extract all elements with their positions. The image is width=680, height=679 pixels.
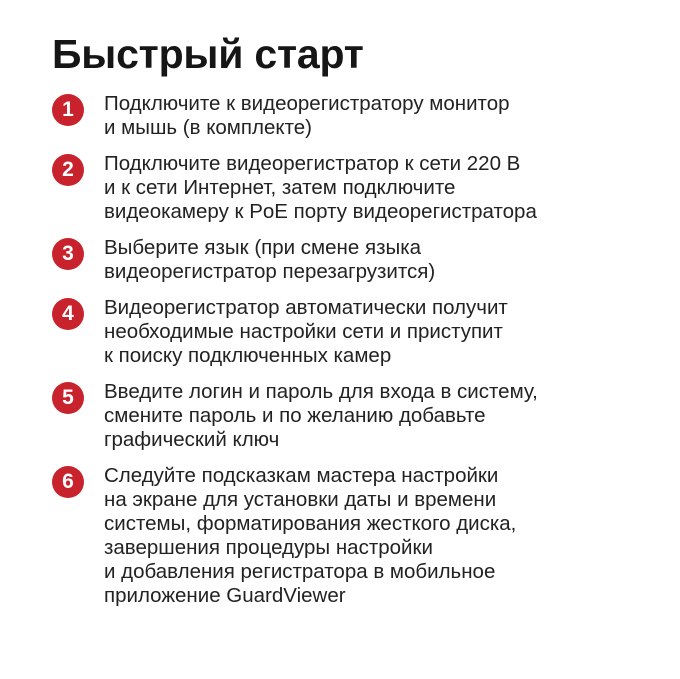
step-item: [52, 296, 652, 368]
step-number-badge: 1: [52, 94, 84, 126]
page-title: Быстрый старт: [52, 31, 364, 77]
step-text-line: завершения процедуры настройки: [104, 536, 433, 559]
step-text-line: смените пароль и по желанию добавьте: [104, 404, 486, 427]
step-text-line: на экране для установки даты и времени: [104, 488, 497, 511]
step-item: [52, 92, 652, 140]
step-text-line: Следуйте подсказкам мастера настройки: [104, 464, 499, 487]
step-text: [104, 296, 652, 368]
step-text-line: графический ключ: [104, 428, 280, 451]
step-text-line: Подключите видеорегистратор к сети 220 В: [104, 152, 521, 175]
steps-list: [52, 92, 652, 620]
step-text-line: и добавления регистратора в мобильное: [104, 560, 496, 583]
step-text-line: приложение GuardViewer: [104, 584, 346, 607]
step-text-line: и мышь (в комплекте): [104, 116, 312, 139]
step-text: [104, 236, 652, 284]
step-text-line: необходимые настройки сети и приступит: [104, 320, 503, 343]
step-text: [104, 464, 652, 608]
step-text-line: Введите логин и пароль для входа в систему,: [104, 380, 538, 403]
step-text: [104, 152, 652, 224]
step-text-line: к поиску подключенных камер: [104, 344, 392, 367]
step-text-line: Выберите язык (при смене языка: [104, 236, 422, 259]
step-text-line: видеорегистратор перезагрузится): [104, 260, 436, 283]
step-number-badge: 3: [52, 238, 84, 270]
step-text-line: и к сети Интернет, затем подключите: [104, 176, 456, 199]
step-text-line: видеокамеру к PoE порту видеорегистратора: [104, 200, 537, 223]
step-text-line: Видеорегистратор автоматически получит: [104, 296, 508, 319]
step-text: [104, 380, 652, 452]
step-number-badge: 5: [52, 382, 84, 414]
step-item: [52, 380, 652, 452]
step-number-badge: 6: [52, 466, 84, 498]
step-text: [104, 92, 652, 140]
step-number-badge: 4: [52, 298, 84, 330]
step-text-line: системы, форматирования жесткого диска,: [104, 512, 517, 535]
step-text-line: Подключите к видеорегистратору монитор: [104, 92, 510, 115]
step-item: [52, 464, 652, 608]
step-number-badge: 2: [52, 154, 84, 186]
step-item: [52, 152, 652, 224]
step-item: [52, 236, 652, 284]
